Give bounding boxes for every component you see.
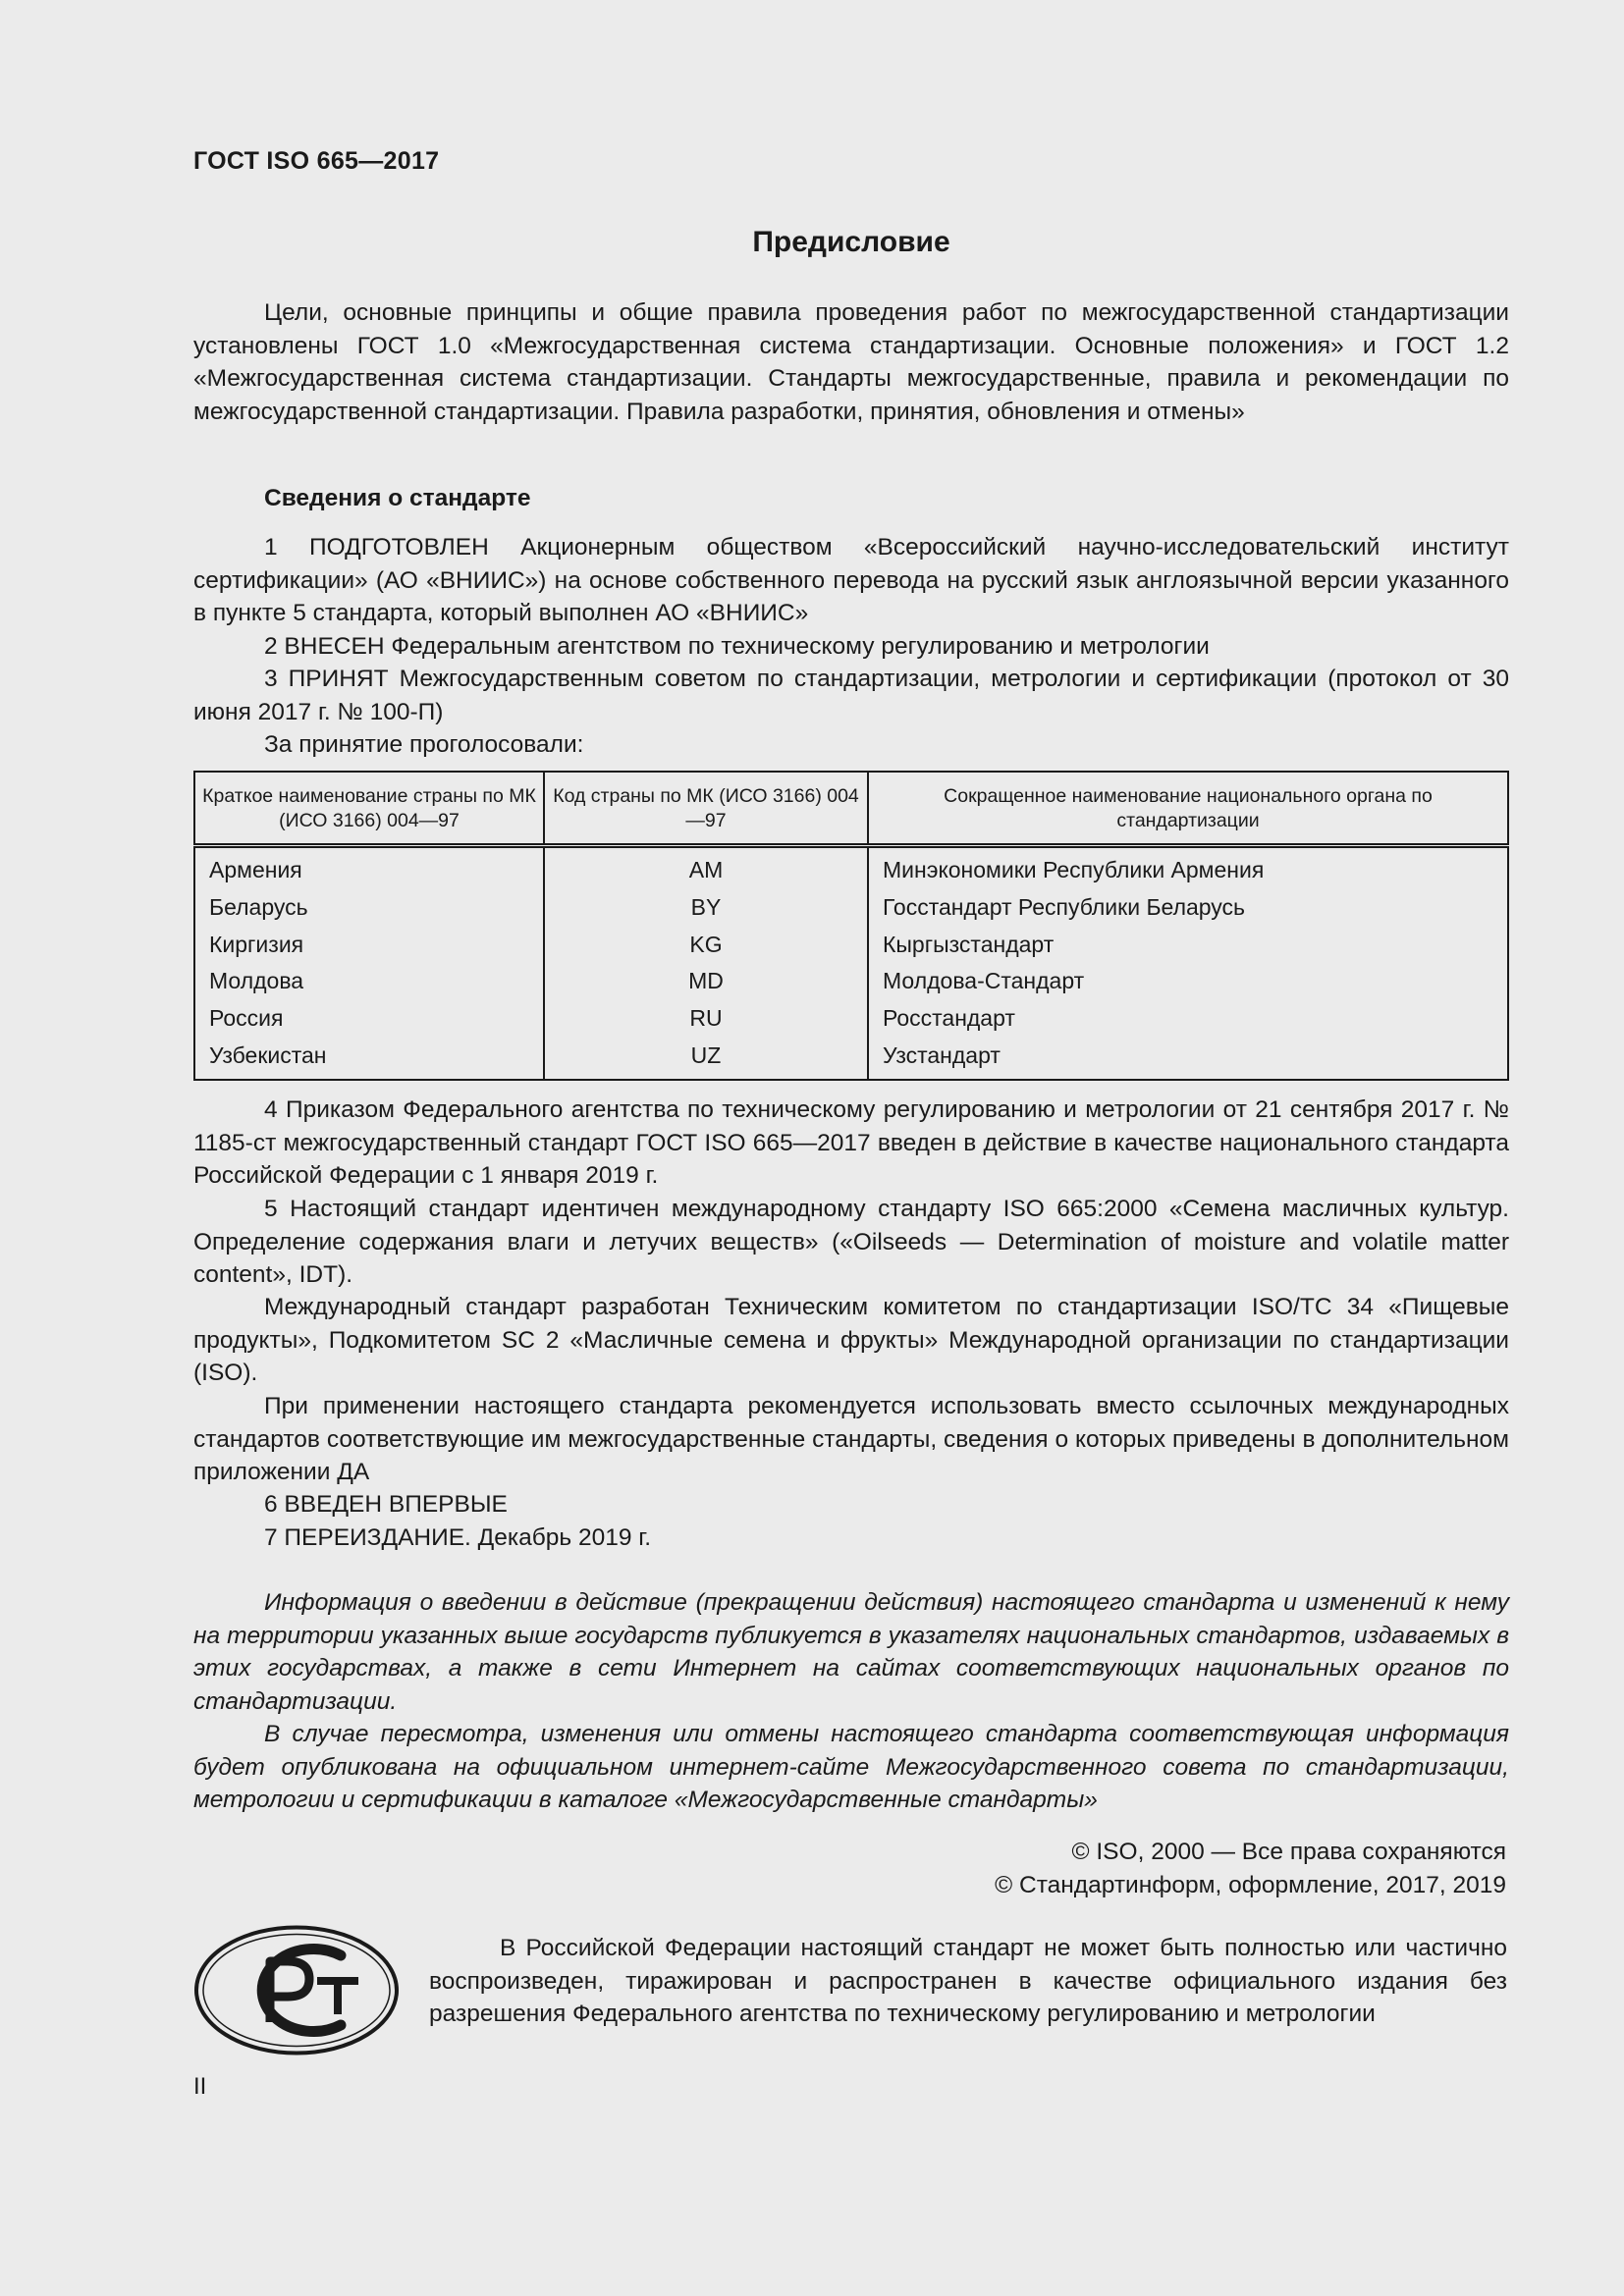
rst-logo-icon <box>193 1924 400 2056</box>
country-name: Армения <box>194 846 544 889</box>
table-row <box>194 1000 1508 1038</box>
table-header-row <box>194 772 1508 846</box>
page-number: II <box>193 2073 207 2100</box>
voting-table <box>193 771 1509 1081</box>
item-6-first-introduced: 6 ВВЕДЕН ВПЕРВЫЕ <box>264 1491 508 1518</box>
table-row <box>194 1038 1508 1080</box>
copyright-iso: © ISO, 2000 — Все права сохраняются <box>1071 1839 1506 1865</box>
table-row <box>194 963 1508 1000</box>
country-code: AM <box>544 846 868 889</box>
voted-label: За принятие проголосовали: <box>264 731 584 758</box>
standards-body: Молдова-Стандарт <box>883 968 1085 994</box>
item-2-submitted: 2 ВНЕСЕН Федеральным агентством по техническому регулированию и метрологии <box>264 633 1210 660</box>
country-code: MD <box>544 963 868 1000</box>
table-header-body: Сокращенное наименование национального органа по стандартизации <box>944 785 1433 831</box>
info-heading: Сведения о стандарте <box>264 485 531 511</box>
table-row <box>194 927 1508 964</box>
country-name: Узбекистан <box>194 1038 544 1080</box>
item-1-prepared: 1 ПОДГОТОВЛЕН Акционерным обществом «Всероссийский научно-исследовательский институт сертификации» (АО «ВНИИС») на основе собственного перевода на русский язык англоязычной версии указанного в пункте 5 стандарта, который выполнен АО «ВНИИС» <box>193 534 1509 626</box>
table-header-country: Краткое наименование страны по МК (ИСО 3166) 004—97 <box>194 772 544 846</box>
table-header-code: Код страны по МК (ИСО 3166) 004—97 <box>544 772 868 846</box>
item-4-order: 4 Приказом Федерального агентства по техническому регулированию и метрологии от 21 сентября 2017 г. № 1185-ст межгосударственный стандарт ГОСТ ISO 665—2017 введен в действие в качестве национального стандарта Российской Федерации с 1 января 2019 г. <box>193 1096 1509 1189</box>
country-code: KG <box>544 927 868 964</box>
item-5-references: При применении настоящего стандарта рекомендуется использовать вместо ссылочных международных стандартов соответствующие им межгосударственные стандарты, сведения о которых приведены в дополнительном приложении ДА <box>193 1393 1509 1485</box>
document-code: ГОСТ ISO 665—2017 <box>193 147 440 175</box>
item-5-developed-by: Международный стандарт разработан Техническим комитетом по стандартизации ISO/TC 34 «Пищевые продукты», Подкомитетом SC 2 «Масличные семена и фрукты» Международной организации по стандартизации (ISO). <box>193 1294 1509 1386</box>
item-3-adopted: 3 ПРИНЯТ Межгосударственным советом по стандартизации, метрологии и сертификации (протокол от 30 июня 2017 г. № 100-П) <box>193 666 1509 725</box>
item-5-identical: 5 Настоящий стандарт идентичен международному стандарту ISO 665:2000 «Семена масличных культур. Определение содержания влаги и летучих веществ» («Oilseeds — Determination of moisture and volatile matter content», IDT). <box>193 1196 1509 1288</box>
item-7-reissue: 7 ПЕРЕИЗДАНИЕ. Декабрь 2019 г. <box>264 1524 652 1551</box>
reproduction-notice: В Российской Федерации настоящий стандарт не может быть полностью или частично воспроизведен, тиражирован и распространен в качестве официального издания без разрешения Федерального агентства по техническому регулированию и метрологии <box>429 1935 1507 2027</box>
notice-paragraph-2: В случае пересмотра, изменения или отмены настоящего стандарта соответствующая информация будет опубликована на официальном интернет-сайте Межгосударственного совета по стандартизации, метрологии и сертификации в каталоге «Межгосударственные стандарты» <box>193 1721 1509 1813</box>
standards-body: Узстандарт <box>883 1041 1001 1068</box>
intro-paragraph: Цели, основные принципы и общие правила проведения работ по межгосударственной стандартизации установлены ГОСТ 1.0 «Межгосударственная система стандартизации. Основные положения» и ГОСТ 1.2 «Межгосударственная система стандартизации. Стандарты межгосударственные, правила и рекомендации по межгосударственной стандартизации. Правила разработки, принятия, обновления и отмены» <box>193 299 1509 425</box>
table-row <box>194 846 1508 889</box>
standards-body: Минэкономики Республики Армения <box>883 857 1265 882</box>
notice-paragraph-1: Информация о введении в действие (прекращении действия) настоящего стандарта и изменений к нему на территории указанных выше государств публикуется в указателях национальных стандартов, издаваемых в этих государствах, а также в сети Интернет на сайтах соответствующих национальных органов по стандартизации. <box>193 1589 1509 1715</box>
table-row <box>194 889 1508 927</box>
country-name: Киргизия <box>194 927 544 964</box>
country-name: Россия <box>194 1000 544 1038</box>
country-code: RU <box>544 1000 868 1038</box>
country-code: UZ <box>544 1038 868 1080</box>
standards-body: Госстандарт Республики Беларусь <box>883 893 1246 920</box>
country-code: BY <box>544 889 868 927</box>
standards-body: Кыргызстандарт <box>883 931 1055 957</box>
country-name: Беларусь <box>194 889 544 927</box>
page-title: Предисловие <box>752 226 950 258</box>
standards-body: Росстандарт <box>883 1005 1015 1032</box>
copyright-standartinform: © Стандартинформ, оформление, 2017, 2019 <box>995 1872 1506 1898</box>
country-name: Молдова <box>194 963 544 1000</box>
